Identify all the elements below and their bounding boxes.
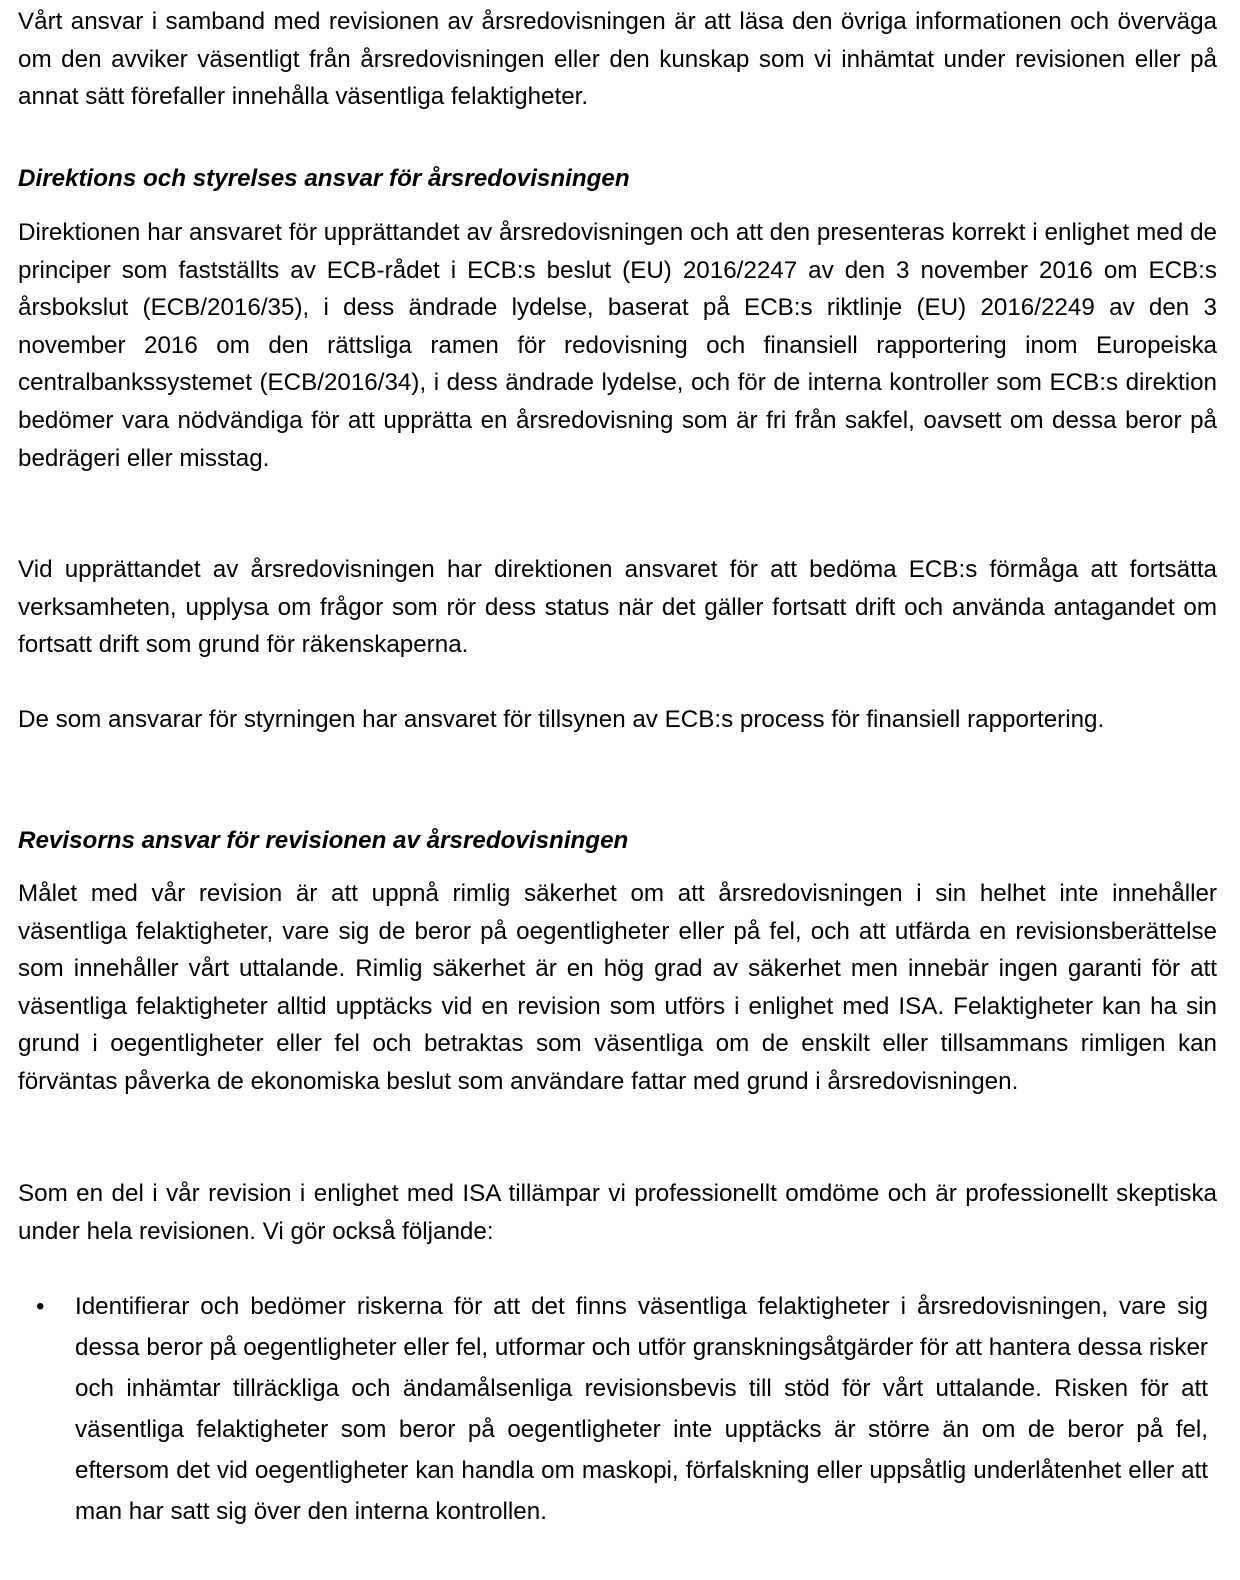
paragraph-audit-objective: Målet med vår revision är att uppnå rimlig säkerhet om att årsredovisningen i sin helhet inte innehåller väsentliga felaktigheter, vare sig de beror på oegentligheter eller på fel, och att utfärda en revisionsberättelse som innehåller vårt uttalande. Rimlig säkerhet är en hög grad av säkerhet men innebär ingen garanti för att väsentliga felaktigheter alltid upptäcks vid en revision som utförs i enlighet med ISA. Felaktigheter kan ha sin grund i oegentligheter eller fel och betraktas som väsentliga om de enskilt eller tillsammans rimligen kan förväntas påverka de ekonomiska beslut som användare fattar med grund i årsredovisningen. [18,880,1217,1095]
intro-paragraph: Vårt ansvar i samband med revisionen av årsredovisningen är att läsa den övriga informationen och överväga om den avviker väsentligt från årsredovisningen eller den kunskap som vi inhämtat under revisionen eller på annat sätt förefaller innehålla väsentliga felaktigheter. [18,8,1217,111]
bullet-icon: • [36,1293,45,1320]
paragraph-going-concern: Vid upprättandet av årsredovisningen har direktionen ansvaret för att bedöma ECB:s förmåga att fortsätta verksamheten, upplysa om frågor som rör dess status när det gäller fortsatt drift och använda antagandet om fortsatt drift som grund för räkenskaperna. [18,556,1217,659]
list-item-text: Identifierar och bedömer riskerna för att det finns väsentliga felaktigheter i årsredovisningen, vare sig dessa beror på oegentligheter eller fel, utformar och utför granskningsåtgärder för att hantera dessa risker och inhämtar tillräckliga och ändamålsenliga revisionsbevis till stöd för vårt uttalande. Risken för att väsentliga felaktigheter som beror på oegentligheter inte upptäcks är större än om de beror på fel, eftersom det vid oegentligheter kan handla om maskopi, förfalskning eller uppsåtlig underlåtenhet eller att man har satt sig över den interna kontrollen. [75,1293,1208,1525]
paragraph-professional-judgement: Som en del i vår revision i enlighet med ISA tillämpar vi professionellt omdöme och är professionellt skeptiska under hela revisionen. Vi gör också följande: [18,1180,1217,1245]
audit-procedures-list [0,1286,1240,1532]
paragraph-governance-oversight: De som ansvarar för styrningen har ansvaret för tillsynen av ECB:s process för finansiell rapportering. [18,706,1105,733]
list-item [0,1286,1208,1532]
paragraph-management-responsibility: Direktionen har ansvaret för upprättandet av årsredovisningen och att den presenteras korrekt i enlighet med de principer som fastställts av ECB-rådet i ECB:s beslut (EU) 2016/2247 av den 3 november 2016 om ECB:s årsbokslut (ECB/2016/35), i dess ändrade lydelse, baserat på ECB:s riktlinje (EU) 2016/2249 av den 3 november 2016 om den rättsliga ramen för redovisning och finansiell rapportering inom Europeiska centralbankssystemet (ECB/2016/34), i dess ändrade lydelse, och för de interna kontroller som ECB:s direktion bedömer vara nödvändiga för att upprätta en årsredovisning som är fri från sakfel, oavsett om dessa beror på bedrägeri eller misstag. [18,219,1217,472]
section-heading-auditor-responsibility: Revisorns ansvar för revisionen av årsredovisningen [18,827,629,854]
section-heading-management-responsibility: Direktions och styrelses ansvar för årsredovisningen [18,165,630,192]
